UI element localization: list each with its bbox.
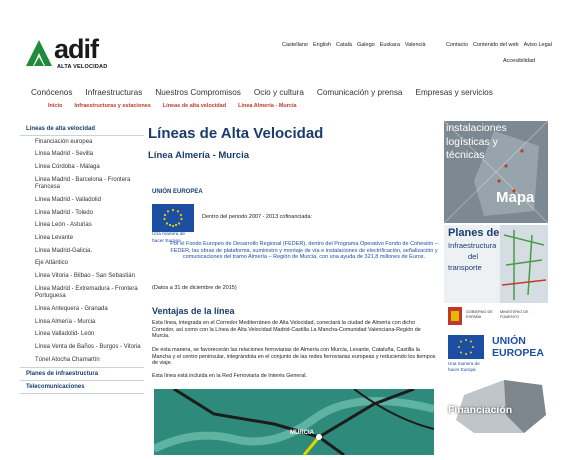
eu-flag-small-icon — [448, 335, 484, 359]
paragraph: Esta línea está incluida en la Red Ferroviaria de Interés General. — [152, 373, 307, 379]
brand-name: adif — [54, 34, 99, 64]
sidebar-section-telecom[interactable]: Telecomunicaciones — [20, 381, 144, 394]
nav-item-ocio[interactable]: Ocio y cultura — [253, 88, 304, 97]
sidebar-item[interactable]: Línea Vitoria - Bilbao - San Sebastián — [35, 272, 135, 279]
sidebar-item[interactable]: Línea Venta de Baños - Burgos - Vitoria — [35, 343, 141, 350]
language-selector — [282, 42, 426, 48]
sidebar — [20, 123, 144, 394]
sidebar-item[interactable]: Línea Valladolid- León — [35, 331, 95, 338]
utility-links — [446, 42, 552, 48]
banner-text: logísticas y — [446, 135, 498, 148]
legal-link[interactable]: Aviso Legal — [523, 42, 552, 48]
sidebar-item[interactable]: Línea Madrid - Toledo — [35, 209, 93, 216]
sidebar-section-planes[interactable]: Planes de infraestructura — [20, 367, 144, 381]
banner-planes[interactable] — [444, 225, 548, 329]
map-label-murcia: MURCIA — [290, 430, 314, 436]
accessibility-link[interactable]: Accesibilidad — [503, 58, 536, 64]
contact-link[interactable]: Contacto — [446, 42, 469, 48]
nav-item-conocenos[interactable]: Conócenos — [31, 88, 73, 97]
lang-link[interactable]: Valencià — [404, 42, 426, 48]
banner-installations[interactable] — [444, 121, 548, 223]
banner-eu-title: UNIÓN EUROPEA — [492, 335, 544, 359]
main-nav — [31, 88, 506, 97]
line-map[interactable] — [154, 389, 434, 455]
sidebar-item[interactable]: Línea Madrid - Barcelona - Frontera Francesa — [35, 176, 131, 191]
sidebar-item[interactable]: Túnel Atocha Chamartín — [35, 356, 100, 363]
banner-eu-caption: Una manera de hacer Europa — [448, 361, 480, 372]
page-subtitle: Línea Almería - Murcia — [148, 150, 250, 161]
lang-link[interactable]: Castellano — [282, 42, 308, 48]
eu-flag-icon — [152, 204, 194, 232]
sidebar-section-title[interactable]: Líneas de alta velocidad — [20, 123, 144, 136]
sidebar-item[interactable]: Eje Atlántico — [35, 260, 69, 267]
banner-planes-text: Infraestructura — [448, 241, 497, 250]
gobierno-logo: GOBIERNO DE ESPAÑA — [466, 310, 493, 319]
banner-text: instalaciones — [446, 122, 507, 134]
paragraph: Esta línea, integrada en el Corredor Mediterráneo de Alta Velocidad, conectará la ciudad de Almería con dicho Corredor, así como con la Línea de Alta Velocidad Madrid-Castilla La Mancha-Comunidad Valenciana-Región de Murcia. — [152, 320, 421, 339]
sidebar-item[interactable]: Línea Madrid - Extremadura - Frontera Portuguesa — [35, 285, 138, 300]
page-title: Líneas de Alta Velocidad — [148, 125, 324, 142]
banner-map-label: Mapa — [496, 189, 535, 206]
sidebar-item[interactable]: Línea Levante — [35, 234, 74, 241]
breadcrumb — [48, 103, 309, 109]
breadcrumb-item-current: Línea Almería - Murcia — [238, 103, 297, 109]
sidebar-item-active[interactable]: Línea Almería - Murcia — [35, 318, 96, 325]
feder-text: Por el Fondo Europeo de Desarrollo Regional (FEDER), dentro del Programa Operativo Fondo de Cohesión – FEDER, las obras de plataforma, suministro y montaje de vía e instalaciones de electrificación, señalización y comunicaciones del tramo Almería – Región de Murcia, con una ayuda de 321,8 millones de Euros. — [170, 241, 438, 260]
banner-financing-label: Financiación — [448, 404, 513, 416]
breadcrumb-item[interactable]: Líneas de alta velocidad — [162, 103, 227, 109]
sidebar-item[interactable]: Línea Madrid-Galicia. — [35, 247, 93, 254]
nav-item-comunicacion[interactable]: Comunicación y prensa — [316, 88, 403, 97]
period-text: Dentro del periodo 2007 - 2013 cofinanciada: — [202, 214, 313, 220]
nav-item-infraestructuras[interactable]: Infraestructuras — [85, 88, 143, 97]
sidebar-item[interactable]: Línea Madrid - Sevilla — [35, 151, 94, 158]
nav-item-compromisos[interactable]: Nuestros Compromisos — [155, 88, 241, 97]
eu-flag-caption: Una manera de hacer Europa — [152, 232, 186, 244]
lang-link[interactable]: Català — [336, 42, 352, 48]
banner-text: técnicas — [446, 149, 485, 161]
banner-planes-title: Planes de — [448, 227, 500, 239]
adif-mark-icon — [24, 38, 54, 68]
sidebar-item[interactable]: Línea Antequera - Granada — [35, 305, 108, 312]
adif-logo[interactable] — [24, 34, 134, 74]
data-date: (Datos a 31 de diciembre de 2015) — [152, 285, 237, 291]
sidebar-item[interactable]: Línea León - Asturias — [35, 222, 92, 229]
advantages-title: Ventajas de la línea — [152, 306, 235, 316]
banner-planes-text: del — [467, 252, 478, 261]
sidebar-item[interactable]: Línea Córdoba - Málaga — [35, 163, 100, 170]
sidebar-item[interactable]: Línea Madrid - Valladolid — [35, 196, 101, 203]
banner-planes-text: transporte — [448, 263, 482, 272]
lang-link[interactable]: Euskara — [379, 42, 400, 48]
banner-column — [444, 121, 548, 437]
breadcrumb-item[interactable]: Inicio — [48, 103, 63, 109]
banner-eu-financing[interactable] — [444, 331, 548, 435]
lang-link[interactable]: Galego — [356, 42, 375, 48]
lang-link[interactable]: English — [313, 42, 332, 48]
ministry-logo: MINISTERIO DE FOMENTO — [500, 310, 529, 319]
main-content — [148, 124, 438, 436]
breadcrumb-item[interactable]: Infraestructuras y estaciones — [74, 103, 151, 109]
nav-item-empresas[interactable]: Empresas y servicios — [415, 88, 493, 97]
brand-tagline: ALTA VELOCIDAD — [57, 64, 108, 70]
paragraph: De esta manera, se favorecerán las relaciones ferroviarias de Almería con Murcia, Levante, Cataluña, Castilla la Mancha y el centro peninsular, integrándola en el conjunto de las redes ferroviarias europeas y reduciendo los tiempos de viaje. — [152, 347, 436, 366]
eu-heading: UNIÓN EUROPEA — [152, 189, 203, 195]
site-content-link[interactable]: Contenido del web — [473, 42, 519, 48]
sidebar-item[interactable]: Financiación europea — [35, 138, 93, 145]
